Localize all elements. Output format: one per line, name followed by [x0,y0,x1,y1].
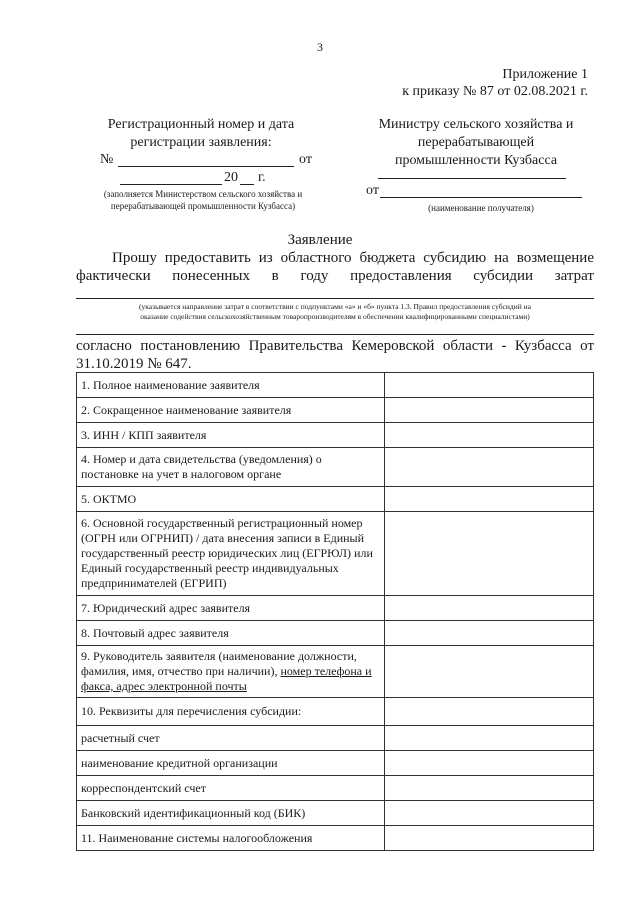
statement-line-3: согласно постановлению Правительства Кемеровской области - Кузбасса от [76,338,594,354]
registration-note-line-1: (заполняется Министерством сельского хозяйства и [103,189,303,199]
statement-word: субсидии [473,268,534,284]
cost-direction-note [76,302,594,322]
table-row [77,751,594,776]
row-label: 5. ОКТМО [77,487,385,512]
table-row [77,776,594,801]
cost-direction-line-2[interactable] [76,334,594,335]
registration-year-field[interactable] [240,184,254,185]
addressee-line-1: Министру сельского хозяйства и [378,117,574,132]
recipient-line-2[interactable] [380,197,582,198]
statement-word: фактически [76,268,151,284]
registration-title [70,116,332,152]
row-label: 8. Почтовый адрес заявителя [77,621,385,646]
registration-note-line-2: перерабатывающей промышленности Кузбасса) [110,201,296,211]
row-label: 10. Реквизиты для перечисления субсидии: [77,698,385,726]
table-row [77,423,594,448]
row-value-field[interactable] [385,751,594,776]
table-row [77,448,594,487]
row-label: расчетный счет [77,726,385,751]
table-row [77,801,594,826]
row-label: 1. Полное наименование заявителя [77,373,385,398]
row-value-field[interactable] [385,801,594,826]
statement-line-2 [76,268,594,285]
row-label-underlined-text: номер телефона и факса, адрес электронной почты [81,664,372,693]
table-row [77,826,594,851]
table-row [77,512,594,596]
row-value-field[interactable] [385,487,594,512]
registration-date-field[interactable] [120,184,222,185]
appendix-header [402,66,588,100]
row-value-field[interactable] [385,621,594,646]
statement-word: в [271,268,279,284]
recipient-note: (наименование получателя) [428,203,534,213]
row-label: 6. Основной государственный регистрационный номер (ОГРН или ОГРНИП) / дата внесения записи в Единый государственный реестр юридических лиц (ЕГРЮЛ) или Единый государственный реестр индивидуальных предпринимателей (ЕГРИП) [77,512,385,596]
registration-year-prefix: 20 [224,170,238,185]
registration-number-field[interactable] [118,166,294,167]
statement-line-4: 31.10.2019 № 647. [76,356,192,372]
statement-word: предоставления [350,268,452,284]
registration-number-label: № [100,152,114,167]
table-row [77,373,594,398]
addressee-line-3: промышленности Кузбасса [394,153,558,168]
statement-word: понесенных [172,268,250,284]
statement-title: Заявление [287,232,353,248]
recipient-line-1[interactable] [378,178,566,179]
row-value-field[interactable] [385,448,594,487]
row-value-field[interactable] [385,596,594,621]
row-value-field[interactable] [385,512,594,596]
table-row [77,698,594,726]
registration-title-line-1: Регистрационный номер и дата [107,117,295,132]
addressee-line-2: перерабатывающей [417,135,535,150]
row-value-field[interactable] [385,423,594,448]
table-row [77,487,594,512]
row-value-field[interactable] [385,726,594,751]
table-row [77,646,594,698]
appendix-line-2: к приказу № 87 от 02.08.2021 г. [402,84,588,99]
statement-line-1: Прошу предоставить из областного бюджета субсидию на возмещение [112,250,594,266]
cost-direction-note-line-1: (указывается направление затрат в соответствии с подпунктами «а» и «б» пункта 1.3. Правил предоставления субсидий на [139,302,531,311]
registration-from-label: от [299,152,312,167]
row-label: 7. Юридический адрес заявителя [77,596,385,621]
cost-direction-note-line-2: оказание содействия сельскохозяйственным товаропроизводителям в обеспечении квалифицированными специалистами) [140,312,530,321]
row-label: корреспондентский счет [77,776,385,801]
page-number: 3 [317,40,323,54]
addressee [356,116,596,170]
cost-direction-line[interactable] [76,298,594,299]
row-label: 11. Наименование системы налогообложения [77,826,385,851]
table-row [77,726,594,751]
row-label: 3. ИНН / КПП заявителя [77,423,385,448]
recipient-from-label: от [366,183,379,198]
row-value-field[interactable] [385,373,594,398]
applicant-info-table [76,372,594,851]
row-value-field[interactable] [385,398,594,423]
row-label-text: 9. Руководитель заявителя (наименование должности, фамилия, имя, отчество при наличии), [81,649,357,678]
registration-year-suffix: г. [258,170,266,185]
row-value-field[interactable] [385,776,594,801]
row-label: наименование кредитной организации [77,751,385,776]
statement-word: году [300,268,329,284]
registration-title-line-2: регистрации заявления: [130,135,272,150]
statement-word: затрат [554,268,594,284]
row-value-field[interactable] [385,646,594,698]
row-label: 2. Сокращенное наименование заявителя [77,398,385,423]
row-value-field[interactable] [385,826,594,851]
registration-note [72,188,334,212]
row-label: 4. Номер и дата свидетельства (уведомления) о постановке на учет в налоговом органе [77,448,385,487]
row-label: Банковский идентификационный код (БИК) [77,801,385,826]
table-row [77,596,594,621]
row-label [77,646,385,698]
appendix-line-1: Приложение 1 [502,67,588,82]
table-row [77,398,594,423]
table-row [77,621,594,646]
row-value-field[interactable] [385,698,594,726]
